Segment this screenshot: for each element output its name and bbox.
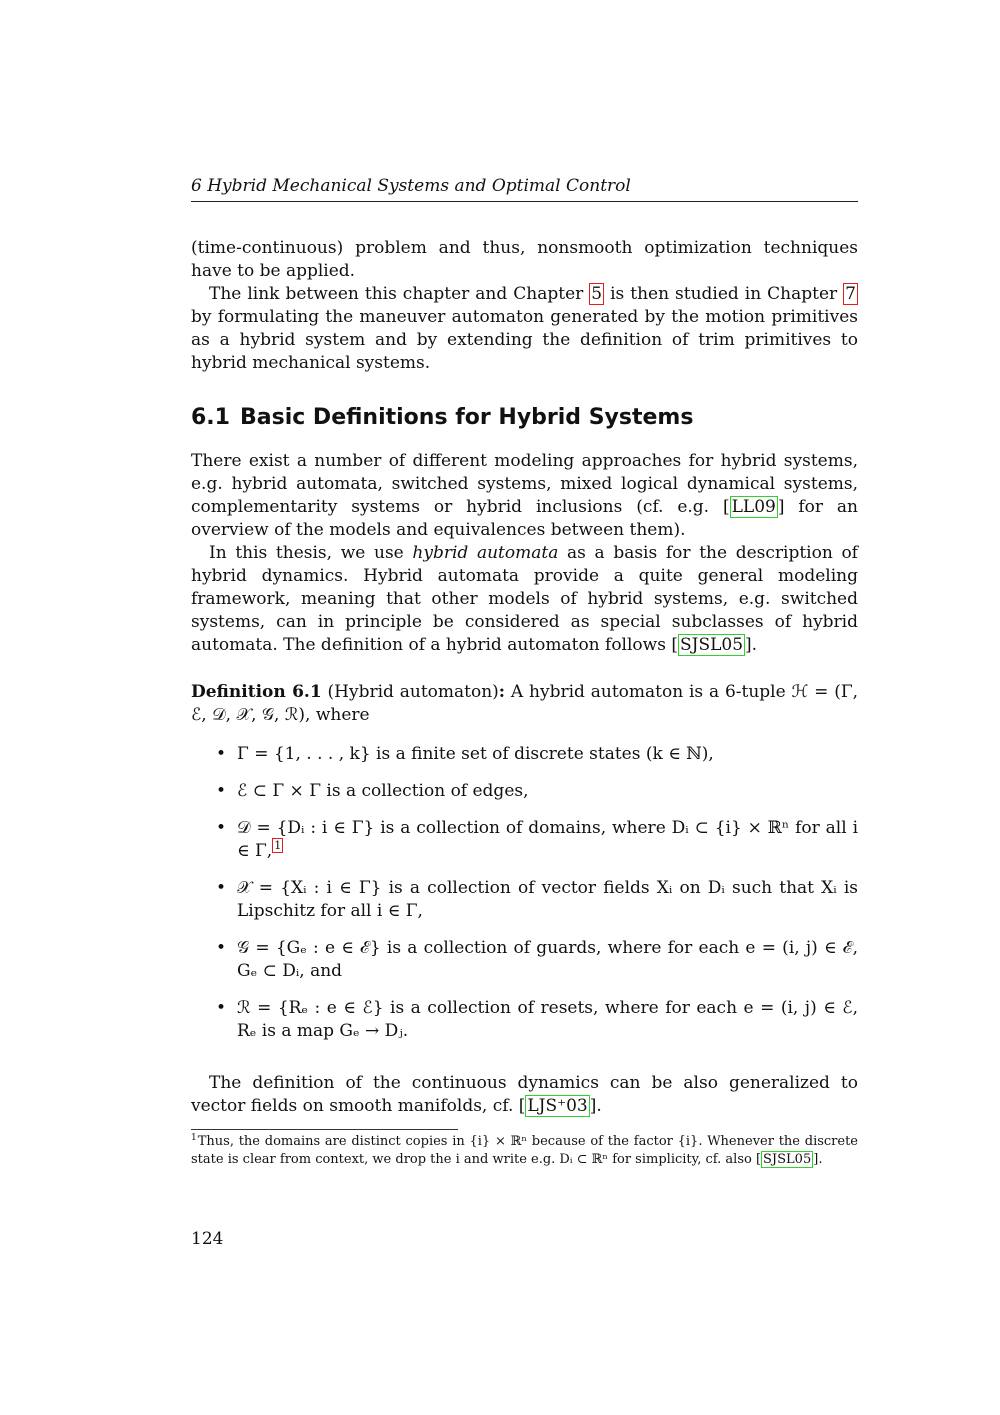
list-item-text: 𝒳 = {Xᵢ : i ∈ Γ} is a collection of vector fields Xᵢ on Dᵢ such that Xᵢ is Lipschitz for all i ∈ Γ,	[237, 878, 858, 921]
section-body	[191, 450, 858, 657]
text-span: is then studied in Chapter	[604, 284, 844, 304]
intro-block	[191, 237, 858, 375]
definition-intro	[191, 681, 858, 727]
text-span: The definition of the continuous dynamics can be also generalized to vector fields on smooth manifolds, cf.	[191, 1073, 858, 1116]
running-header: 6 Hybrid Mechanical Systems and Optimal Control	[191, 175, 858, 202]
footnote-citation-sjsl05[interactable]: SJSL05	[763, 1152, 812, 1167]
bullet: •	[216, 878, 227, 898]
bullet: •	[216, 781, 227, 801]
list-item	[191, 817, 858, 863]
citation-ljs03[interactable]: LJS⁺03	[527, 1096, 588, 1116]
definition-list	[191, 743, 858, 1043]
citation-ll09[interactable]: LL09	[731, 497, 776, 517]
section-paragraph-2: In this thesis, we use hybrid automata as a basis for the description of hybrid dynamics. Hybrid automata provide a quite general modeling framework, meaning that other models of hybrid systems, e.g. switched systems, can in principle be considered as special subclasses of hybrid automata. The definition of a hybrid automaton follows [ SJSL05 ].	[191, 543, 858, 655]
emphasis-hybrid-automata: hybrid automata	[412, 543, 559, 563]
footnote-1: $^1$Thus, the domains are distinct copies in {i} × ℝⁿ because of the factor {i}. Whenever the discrete state is clear from context, we drop the i and write e.g. Dᵢ ⊂ ℝⁿ for simplicity, cf. also [ SJSL05 ].	[191, 1132, 858, 1167]
citation-sjsl05[interactable]: SJSL05	[680, 635, 744, 655]
page-number: 124	[191, 1229, 224, 1249]
list-item	[191, 997, 858, 1043]
section-paragraph-1: There exist a number of different modeling approaches for hybrid systems, e.g. hybrid automata, switched systems, mixed logical dynamical systems, complementarity systems or hybrid inclusions (cf. e.g. [ LL09 ] for an overview of the models and equivalences between them).	[191, 451, 858, 540]
footnote-text: Thus, the domains are distinct copies in {i} × ℝⁿ because of the factor {i}. Whenever the discrete state is clear from context, we drop the i and write e.g. Dᵢ ⊂ ℝⁿ for simplicity, cf. also	[191, 1134, 858, 1167]
text-span: The link between this chapter and Chapter	[209, 284, 590, 304]
list-item-text: Γ = {1, . . . , k} is a finite set of discrete states (k ∈ ℕ),	[237, 744, 714, 764]
list-item	[191, 937, 858, 983]
text-span: .	[751, 635, 758, 655]
list-item-text: 𝒢 = {Gₑ : e ∈ ℰ} is a collection of guards, where for each e = (i, j) ∈ ℰ, Gₑ ⊂ Dᵢ, and	[237, 938, 858, 981]
list-item	[191, 877, 858, 923]
text-span: There exist a number of different modeling approaches for hybrid systems, e.g. hybrid automata, switched systems, mixed logical dynamical systems, complementarity systems or hybrid inclusions (cf. e.g.	[191, 451, 858, 517]
closing-paragraph: The definition of the continuous dynamics can be also generalized to vector fields on smooth manifolds, cf. [ LJS⁺03 ].	[191, 1073, 858, 1116]
definition-block	[191, 681, 858, 727]
bullet: •	[216, 998, 227, 1018]
section-title: Basic Definitions for Hybrid Systems	[239, 405, 694, 430]
closing-block	[191, 1072, 858, 1118]
definition-name: (Hybrid automaton)	[327, 682, 499, 702]
text-span: for an overview of the models and equivalences between them).	[191, 497, 858, 540]
bullet: •	[216, 818, 227, 838]
text-span: .	[596, 1096, 602, 1116]
footnote-mark: 1	[191, 1132, 197, 1143]
list-item-text: 𝒟 = {Dᵢ : i ∈ Γ} is a collection of domains, where Dᵢ ⊂ {i} × ℝⁿ for all i ∈ Γ,	[237, 818, 858, 861]
text-span: as a basis for the description of hybrid dynamics. Hybrid automata provide a quite general modeling framework, meaning that other models of hybrid systems, e.g. switched systems, can in principle be considered as special subclasses of hybrid automata. The definition of a hybrid automaton follows	[191, 543, 858, 655]
intro-paragraph-1: (time-continuous) problem and thus, nonsmooth optimization techniques have to be applied.	[191, 238, 858, 281]
definition-text: A hybrid automaton is a 6-tuple ℋ = (Γ, ℰ, 𝒟, 𝒳, 𝒢, ℛ), where	[191, 682, 859, 725]
text-span: .	[818, 1152, 823, 1167]
section-heading	[191, 404, 693, 432]
intro-paragraph-2	[191, 283, 858, 375]
list-item	[191, 743, 858, 766]
list-item-text: ℰ ⊂ Γ × Γ is a collection of edges,	[237, 781, 529, 801]
definition-list-block	[191, 743, 858, 1057]
bullet: •	[216, 744, 227, 764]
chapter-7-link[interactable]: 7	[845, 284, 856, 304]
definition-label: Definition 6.1	[191, 682, 322, 702]
footnote-1-link[interactable]: 1	[274, 839, 282, 853]
list-item	[191, 780, 858, 803]
definition-colon: :	[498, 682, 506, 702]
bullet: •	[216, 938, 227, 958]
footnote-rule	[191, 1129, 458, 1130]
text-span: by formulating the maneuver automaton generated by the motion primitives as a hybrid system and by extending the definition of trim primitives to hybrid mechanical systems.	[191, 307, 858, 373]
text-span: In this thesis, we use	[209, 543, 413, 563]
section-number: 6.1	[191, 405, 230, 430]
list-item-text: ℛ = {Rₑ : e ∈ ℰ} is a collection of resets, where for each e = (i, j) ∈ ℰ, Rₑ is a map Gₑ → Dⱼ.	[237, 998, 858, 1041]
chapter-5-link[interactable]: 5	[591, 284, 603, 304]
